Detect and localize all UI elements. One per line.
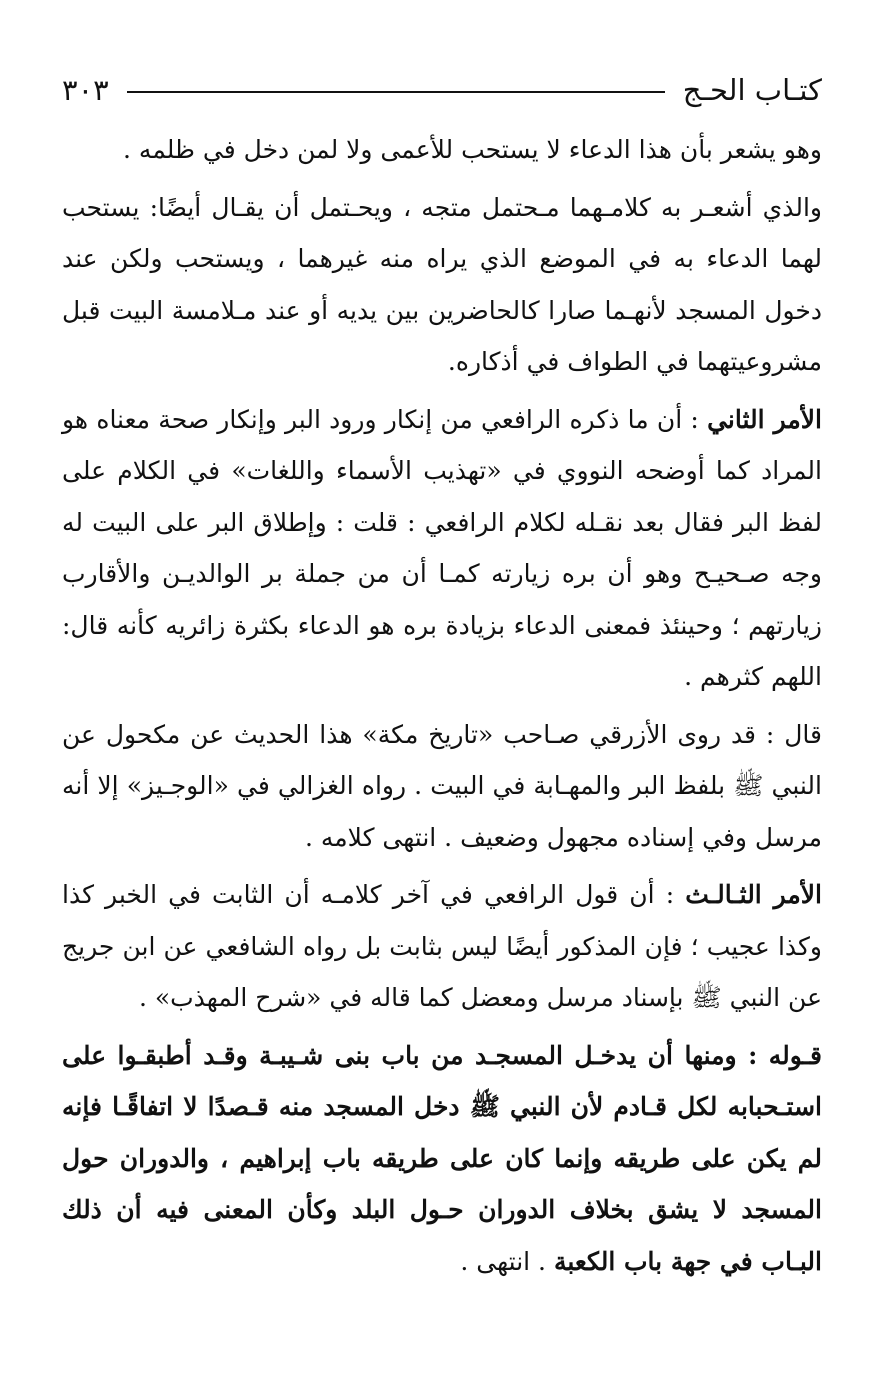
quoted-statement-tail: . انتهى . <box>460 1246 554 1276</box>
quoted-statement-text: قـوله : ومنها أن يدخـل المسجـد من باب بنى شـيبـة وقـد أطبقـوا على استـحبابه لكل قـادم لأن النبي ﷺ دخل المسجد منه قـصدًا لا اتفاقًـا فإنه لم يكن على طريقه وإنما كان على طريقه باب إبراهيم ، والدوران حول المسجد لا يشق بخلاف الدوران حـول البلد وكأن المعنى فيه أن ذلك البـاب في جهة باب الكعبة <box>62 1040 822 1276</box>
paragraph-5-text: : أن قول الرافعي في آخر كلامـه أن الثابت في الخبر كذا وكذا عجيب ؛ فإن المذكور أيضًا ليس بثابت بل رواه الشافعي عن ابن جريج عن النبي ﷺ بإسناد مرسل ومعضل كما قاله في «شرح المهذب» . <box>62 880 822 1012</box>
paragraph-1-text: وهو يشعر بأن هذا الدعاء لا يستحب للأعمى ولا لمن دخل في ظلمه . <box>123 135 822 164</box>
paragraph-2 <box>62 182 822 388</box>
paragraph-3 <box>62 394 822 703</box>
running-title: كتـاب الحـج <box>682 73 822 107</box>
paragraph-5-heading: الأمر الثـالـث <box>685 880 822 909</box>
paragraph-1 <box>62 124 822 176</box>
page-header <box>62 60 822 120</box>
quoted-statement <box>62 1030 822 1288</box>
book-page <box>62 60 822 1287</box>
header-rule <box>127 91 665 93</box>
paragraph-2-text: والذي أشعـر به كلامـهما مـحتمل متجه ، ويحـتمل أن يقـال أيضًا: يستحب لهما الدعاء به في الموضع الذي يراه منه غيرهما ، ويستحب ولكن عند دخول المسجد لأنهـما صارا كالحاضرين بين يديه أو عند مـلامسة البيت قبل مشروعيتهما في الطواف في أذكاره. <box>62 192 822 376</box>
paragraph-3-heading: الأمر الثاني <box>707 404 822 434</box>
paragraph-4 <box>62 709 822 864</box>
paragraph-4-text: قال : قد روى الأزرقي صـاحب «تاريخ مكة» هذا الحديث عن مكحول عن النبي ﷺ بلفظ البر والمهـابة في البيت . رواه الغزالي في «الوجـيز» إلا أنه مرسل وفي إسناده مجهول وضعيف . انتهى كلامه . <box>62 719 822 852</box>
body-text <box>62 124 822 1287</box>
page-number: ٣٠٣ <box>62 73 109 107</box>
paragraph-3-text: : أن ما ذكره الرافعي من إنكار ورود البر وإنكار صحة معناه هو المراد كما أوضحه النووي في «تهذيب الأسماء واللغات» في الكلام على لفظ البر فقال بعد نقـله لكلام الرافعي : قلت : وإطلاق البر على البيت له وجه صـحيـح وهو أن بره زيارته كمـا أن من جملة بر الوالديـن والأقارب زيارتهم ؛ وحينئذ فمعنى الدعاء بزيادة بره هو الدعاء بكثرة زائريه كأنه قال: اللهم كثرهم . <box>62 404 822 691</box>
paragraph-5 <box>62 869 822 1024</box>
